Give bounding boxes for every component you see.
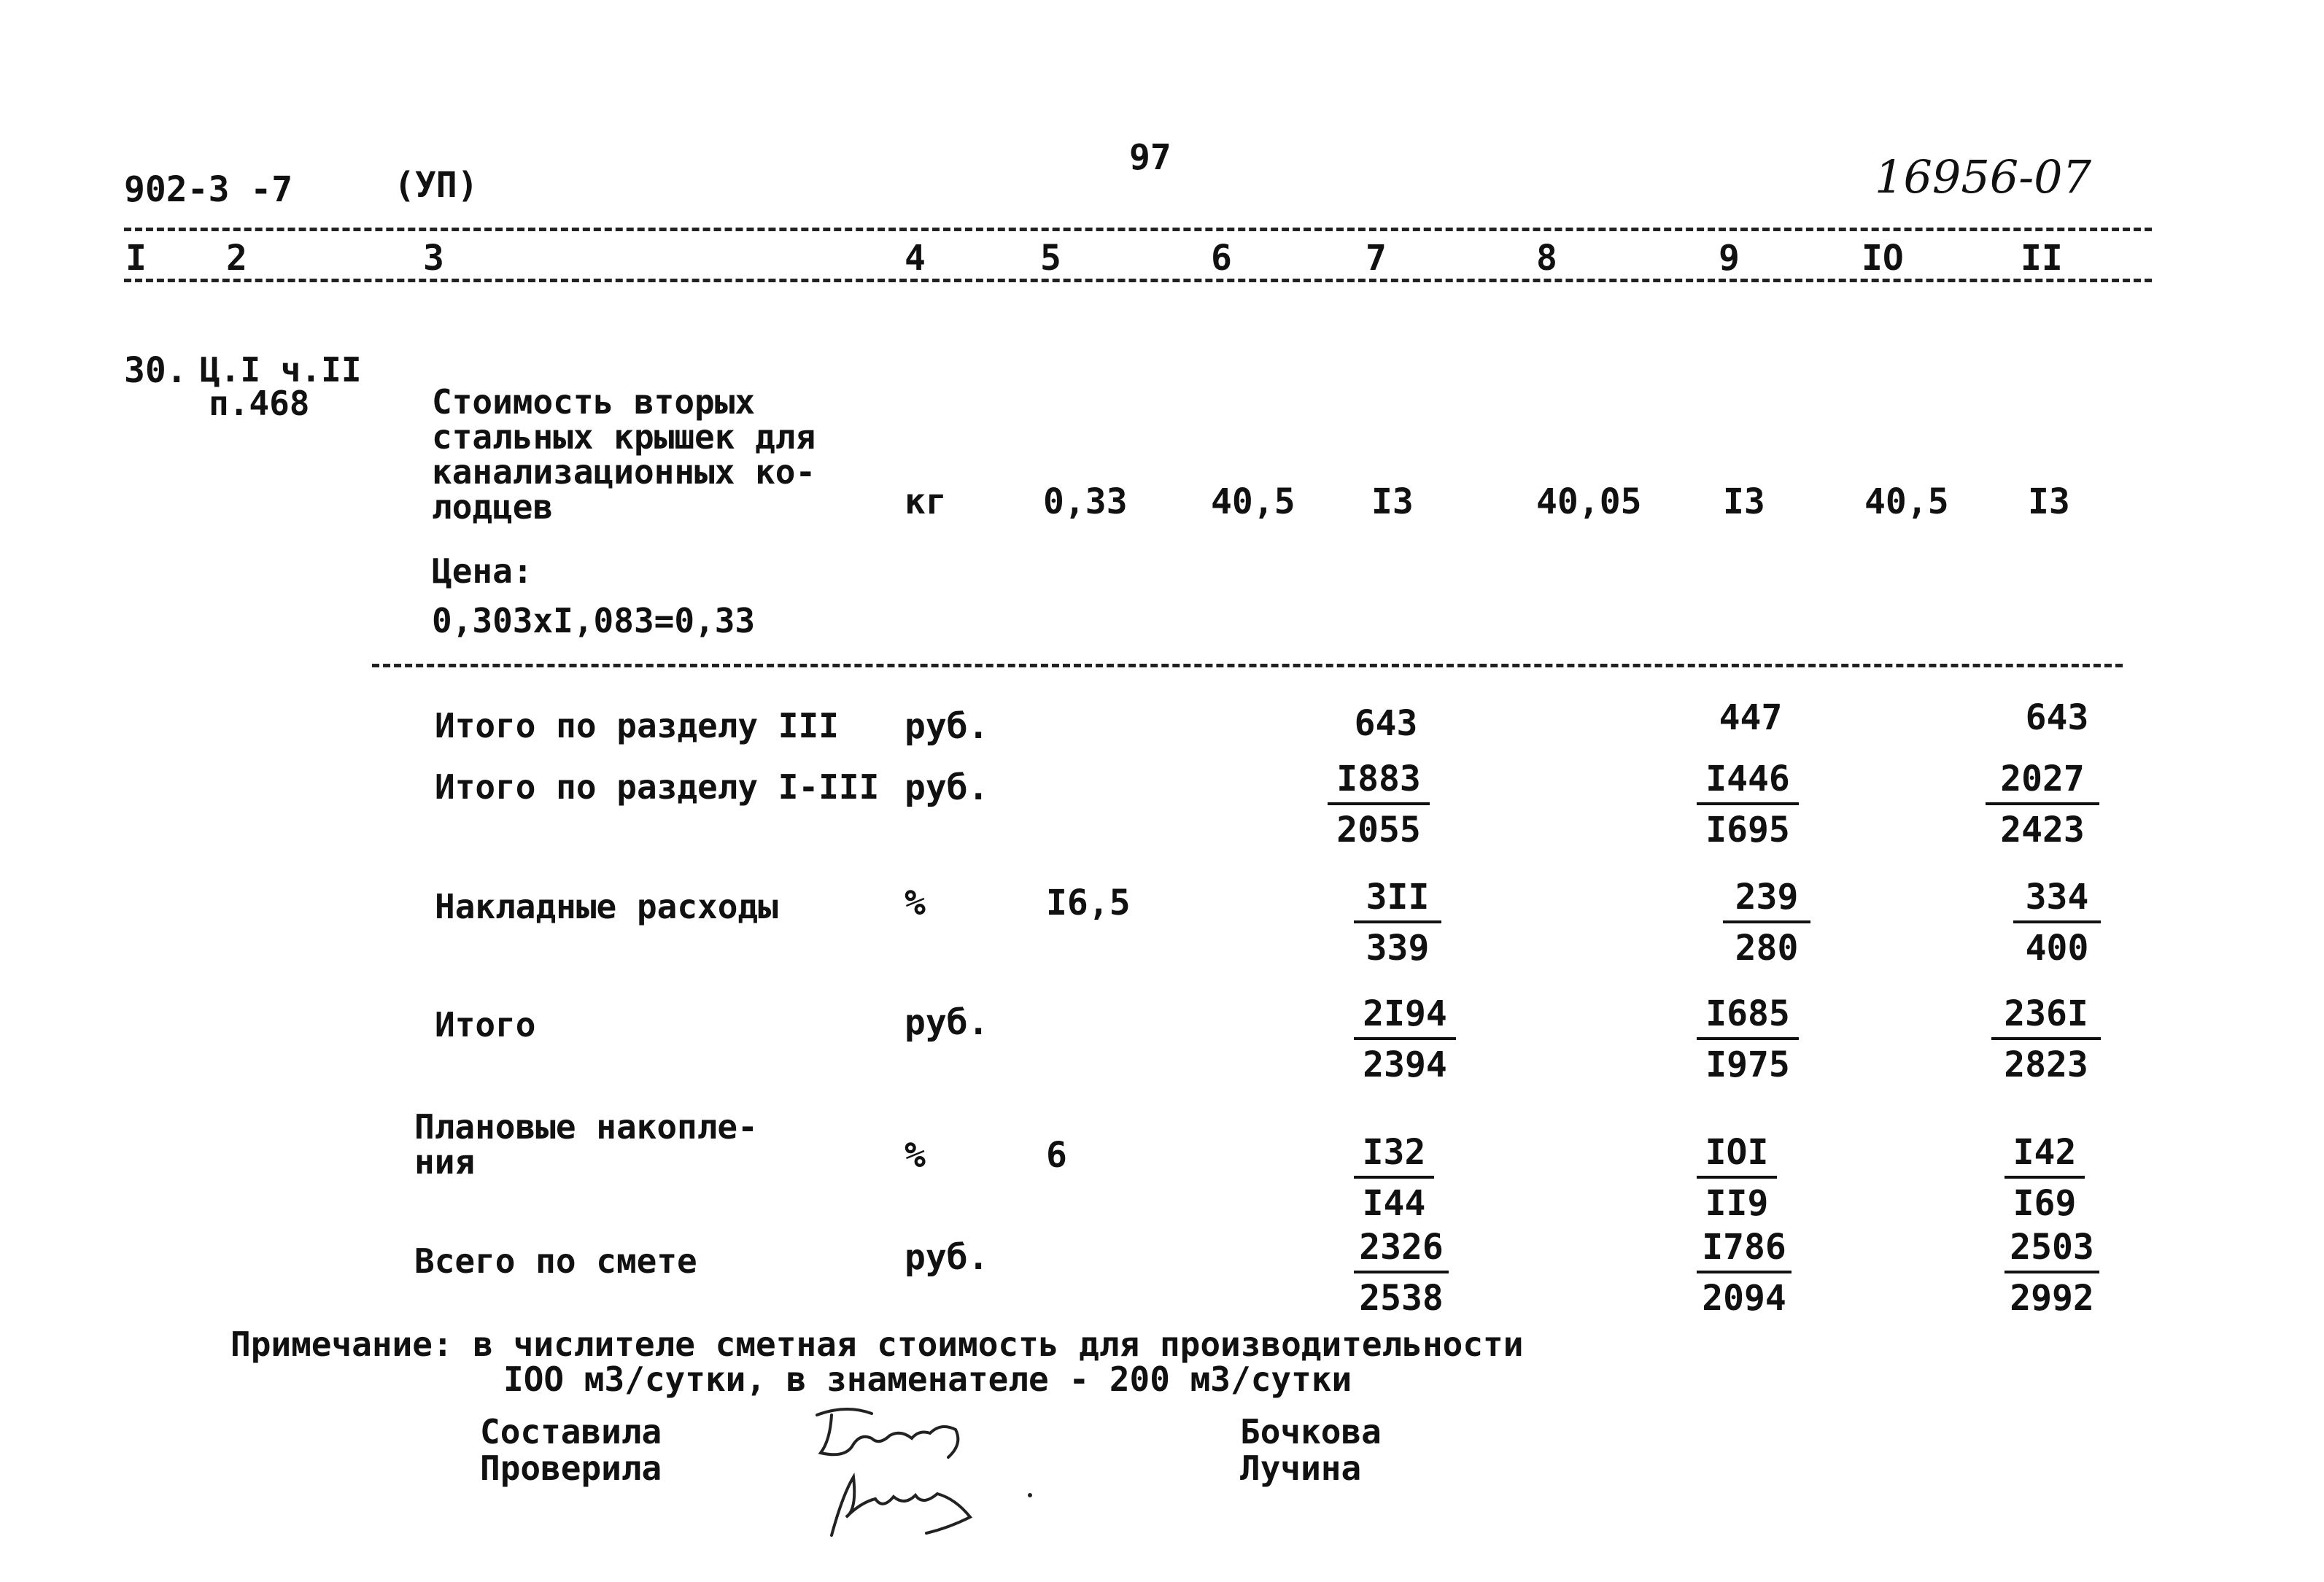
item-description-line3: канализационных ко- — [432, 452, 816, 492]
album-number: (УП) — [394, 165, 479, 206]
overhead-label: Накладные расходы — [435, 887, 778, 926]
overhead-col7: $\frac{3II}{339}$ — [1354, 880, 1441, 966]
header-rule-top — [124, 228, 2152, 231]
section1-3-total-col7: $\frac{I883}{2055}$ — [1328, 761, 1430, 848]
item-col9: I3 — [1723, 481, 1765, 522]
overhead-rate: I6,5 — [1046, 883, 1131, 923]
overhead-col11: $\frac{334}{400}$ — [2013, 880, 2101, 966]
column-number-4: 4 — [905, 238, 926, 279]
item-source-line1: Ц.I ч.II — [200, 350, 362, 389]
item-unit: кг — [905, 481, 947, 522]
column-number-3: 3 — [423, 238, 444, 279]
planned-rate: 6 — [1046, 1135, 1067, 1176]
item-description-line4: лодцев — [432, 487, 554, 527]
column-number-5: 5 — [1040, 238, 1061, 279]
note-line2: IOO м3/сутки, в знаменателе - 200 м3/сутки — [503, 1360, 1352, 1399]
section3-total-col7: 643 — [1354, 703, 1418, 744]
overhead-unit: % — [905, 883, 926, 923]
section-divider — [372, 664, 2123, 667]
section1-3-total-col11: $\frac{2027}{2423}$ — [1986, 761, 2099, 848]
subtotal-col9: $\frac{I685}{I975}$ — [1697, 996, 1799, 1082]
column-number-7: 7 — [1366, 238, 1387, 279]
planned-label-line1: Плановые накопле- — [414, 1107, 758, 1147]
subtotal-unit: руб. — [905, 1002, 989, 1043]
price-label: Цена: — [432, 551, 533, 591]
planned-unit: % — [905, 1135, 926, 1176]
checked-by-name: Лучина — [1240, 1449, 1362, 1488]
item-price: 0,33 — [1043, 481, 1128, 522]
item-col6: 40,5 — [1211, 481, 1295, 522]
doc-code: 902-3 -7 — [124, 169, 293, 210]
page-number: 97 — [1129, 137, 1171, 178]
inventory-number: 16956-07 — [1875, 150, 2092, 203]
column-number-1: I — [125, 238, 147, 279]
section1-3-total-label: Итого по разделу I-III — [435, 767, 880, 807]
column-number-2: 2 — [226, 238, 247, 279]
item-description-line1: Стоимость вторых — [432, 382, 756, 422]
subtotal-label: Итого — [435, 1005, 536, 1044]
grand-total-col11: $\frac{2503}{2992}$ — [2005, 1230, 2099, 1316]
item-description-line2: стальных крышек для — [432, 417, 816, 457]
item-number: 30. — [124, 350, 187, 391]
subtotal-col11: $\frac{236I}{2823}$ — [1991, 996, 2101, 1082]
planned-col7: $\frac{I32}{I44}$ — [1354, 1135, 1434, 1221]
section1-3-total-unit: руб. — [905, 767, 989, 808]
compiled-by-label: Составила — [480, 1412, 662, 1451]
grand-total-unit: руб. — [905, 1237, 989, 1278]
item-col8: 40,05 — [1536, 481, 1642, 522]
checked-by-label: Проверила — [480, 1449, 662, 1488]
grand-total-col7: $\frac{2326}{2538}$ — [1354, 1230, 1449, 1316]
column-number-11: II — [2021, 238, 2063, 279]
grand-total-label: Всего по смете — [414, 1241, 697, 1281]
planned-col9: IOI II9 — [1697, 1135, 1777, 1221]
column-number-10: IO — [1862, 238, 1904, 279]
planned-col11: $\frac{I42}{I69}$ — [2005, 1135, 2085, 1221]
section3-total-label: Итого по разделу III — [435, 706, 839, 745]
column-number-6: 6 — [1211, 238, 1232, 279]
section3-total-col9: 447 — [1719, 697, 1783, 738]
item-col10: 40,5 — [1864, 481, 1949, 522]
price-calculation: 0,303xI,083=0,33 — [432, 601, 756, 640]
grand-total-col9: $\frac{I786}{2094}$ — [1697, 1230, 1792, 1316]
section3-total-unit: руб. — [905, 706, 989, 747]
column-number-9: 9 — [1719, 238, 1740, 279]
item-col11: I3 — [2028, 481, 2070, 522]
note-line1: Примечание: в числителе сметная стоимость для производительности — [231, 1325, 1524, 1364]
item-source-line2: п.468 — [209, 384, 310, 423]
header-rule-bottom — [124, 279, 2152, 282]
signature-compiled — [802, 1400, 1021, 1466]
overhead-col9: $\frac{239}{280}$ — [1723, 880, 1810, 966]
section1-3-total-col9: $\frac{I446}{I695}$ — [1697, 761, 1799, 848]
column-number-8: 8 — [1536, 238, 1557, 279]
signature-checked — [802, 1466, 1050, 1546]
subtotal-col7: $\frac{2I94}{2394}$ — [1354, 996, 1456, 1082]
section3-total-col11: 643 — [2025, 697, 2089, 738]
compiled-by-name: Бочкова — [1240, 1412, 1382, 1451]
planned-label-line2: ния — [414, 1142, 476, 1182]
item-col7: I3 — [1371, 481, 1414, 522]
